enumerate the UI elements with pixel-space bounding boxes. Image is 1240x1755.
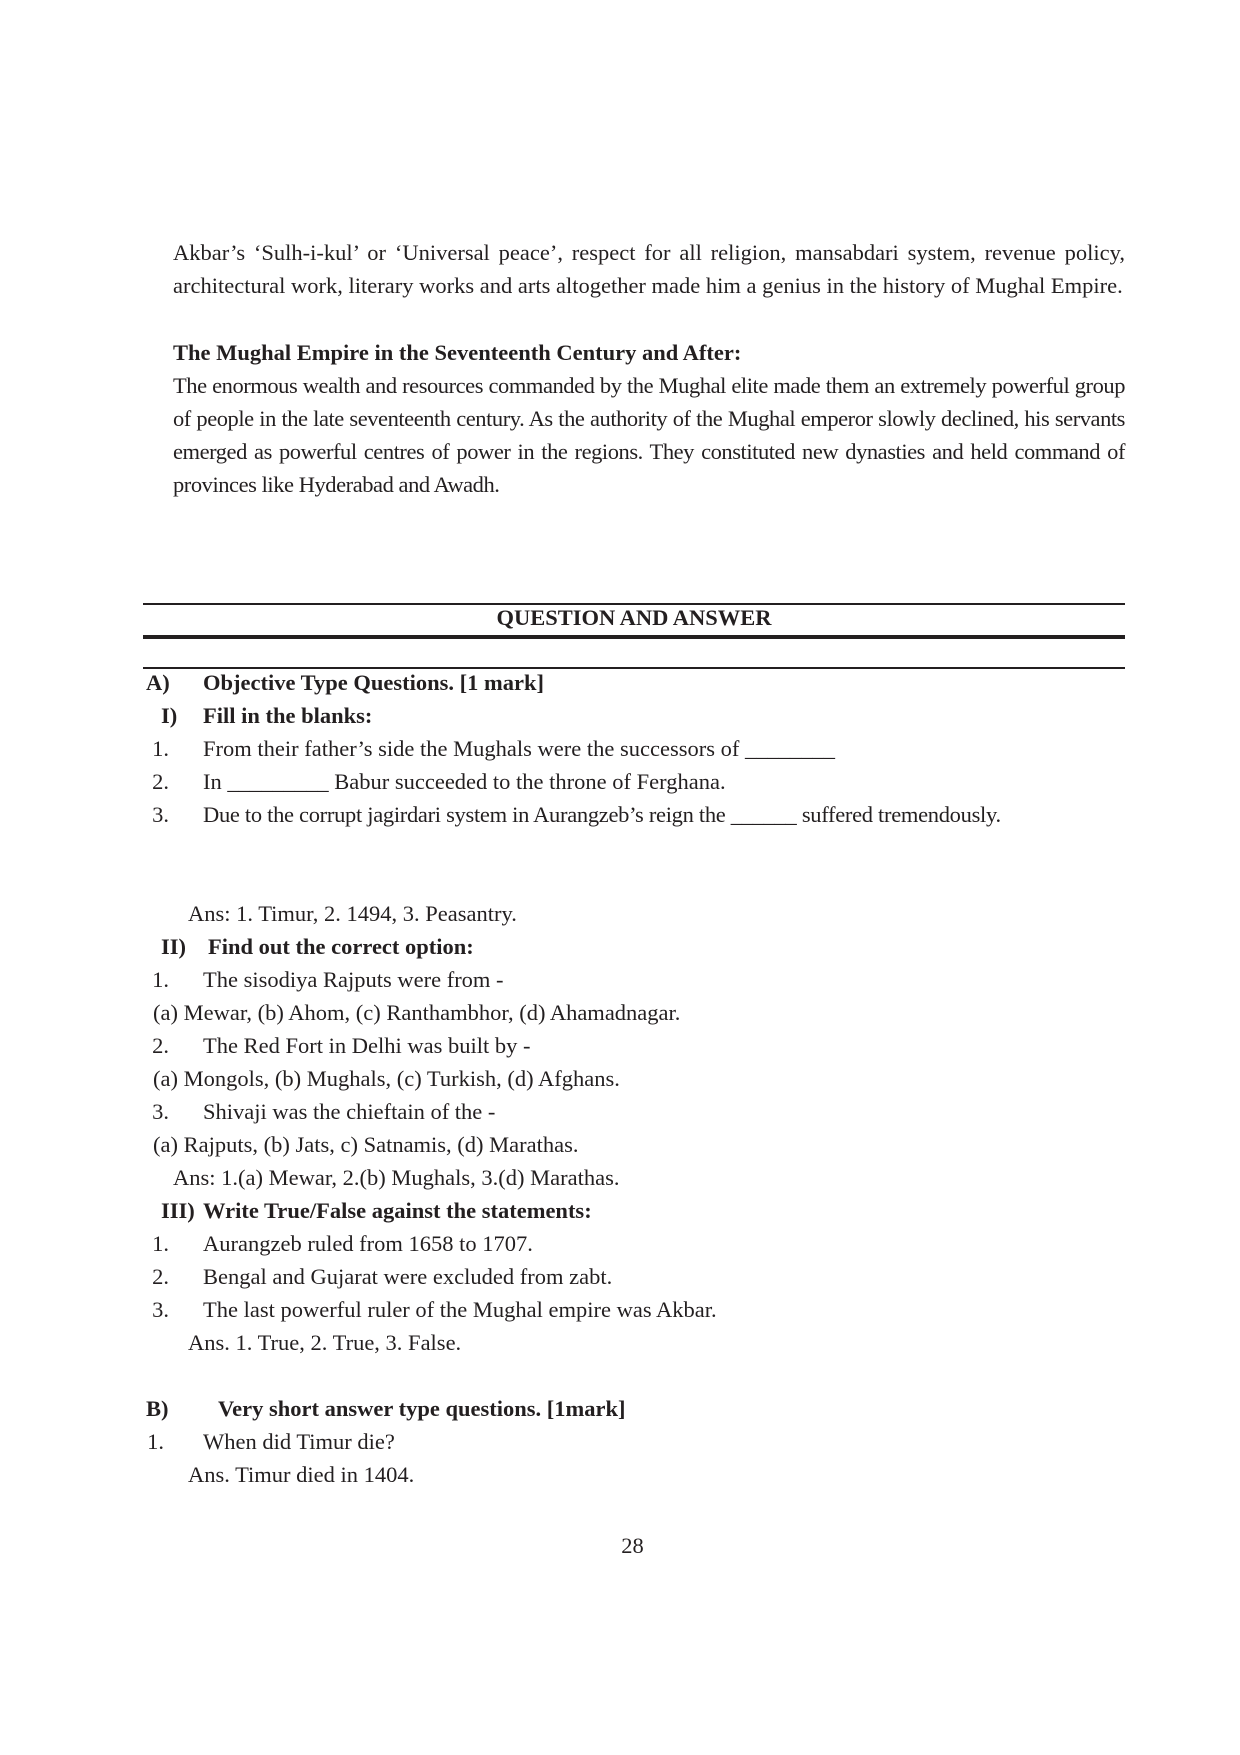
section-heading: The Mughal Empire in the Seventeenth Century and After: — [173, 340, 742, 365]
true-false-marker: III) — [161, 1198, 195, 1223]
true-false-title: Write True/False against the statements: — [203, 1198, 592, 1223]
question-text: When did Timur die? — [203, 1429, 395, 1454]
section-a-title: Objective Type Questions. [1 mark] — [203, 670, 545, 695]
question-text: From their father’s side the Mughals were the successors of ________ — [203, 736, 835, 761]
options-text: (a) Rajputs, (b) Jats, c) Satnamis, (d) Marathas. — [153, 1132, 579, 1157]
options-text: (a) Mewar, (b) Ahom, (c) Ranthambhor, (d) Ahamadnagar. — [153, 1000, 681, 1025]
section-a-marker: A) — [146, 670, 170, 695]
question-text: The Red Fort in Delhi was built by - — [203, 1033, 531, 1058]
answer-text: Ans. 1. True, 2. True, 3. False. — [188, 1330, 462, 1355]
question-number: 2. — [152, 1033, 169, 1058]
page-number: 28 — [621, 1533, 644, 1558]
question-number: 1. — [152, 967, 169, 992]
fill-blanks-marker: I) — [161, 703, 178, 728]
question-number: 1. — [152, 736, 169, 761]
statement-number: 3. — [152, 1297, 169, 1322]
statement-number: 2. — [152, 1264, 169, 1289]
body-paragraph: The enormous wealth and resources commanded by the Mughal elite made them an extremely powerful group of people in the late seventeenth century. As the authority of the Mughal emperor slowly declined, his servants emerged as powerful centres of power in the regions. They constituted new dynasties and held command of provinces like Hyderabad and Awadh. — [173, 373, 1125, 497]
answer-text: Ans: 1. Timur, 2. 1494, 3. Peasantry. — [188, 901, 517, 926]
section-b-title: Very short answer type questions. [1mark] — [218, 1396, 626, 1421]
question-text: Shivaji was the chieftain of the - — [203, 1099, 496, 1124]
question-text: Due to the corrupt jagirdari system in Aurangzeb’s reign the ______ suffered tremendously. — [203, 802, 1001, 827]
statement-text: Bengal and Gujarat were excluded from zabt. — [203, 1264, 613, 1289]
statement-text: Aurangzeb ruled from 1658 to 1707. — [203, 1231, 533, 1256]
answer-text: Ans: 1.(a) Mewar, 2.(b) Mughals, 3.(d) Marathas. — [173, 1165, 620, 1190]
question-text: The sisodiya Rajputs were from - — [203, 967, 504, 992]
question-number: 3. — [152, 802, 169, 827]
question-number: 2. — [152, 769, 169, 794]
statement-text: The last powerful ruler of the Mughal empire was Akbar. — [203, 1297, 717, 1322]
statement-number: 1. — [152, 1231, 169, 1256]
question-text: In _________ Babur succeeded to the throne of Ferghana. — [203, 769, 726, 794]
qa-heading: QUESTION AND ANSWER — [496, 605, 772, 630]
question-number: 3. — [152, 1099, 169, 1124]
answer-text: Ans. Timur died in 1404. — [188, 1462, 415, 1487]
section-b-marker: B) — [146, 1396, 169, 1421]
intro-paragraph: Akbar’s ‘Sulh-i-kul’ or ‘Universal peace’, respect for all religion, mansabdari system, revenue policy, architectural work, literary works and arts altogether made him a genius in the history of Mughal Empire. — [173, 240, 1125, 298]
fill-blanks-title: Fill in the blanks: — [203, 703, 373, 728]
correct-option-title: Find out the correct option: — [208, 934, 474, 959]
question-number: 1. — [147, 1429, 164, 1454]
options-text: (a) Mongols, (b) Mughals, (c) Turkish, (d) Afghans. — [153, 1066, 620, 1091]
middle-rule — [143, 635, 1125, 639]
correct-option-marker: II) — [161, 934, 187, 959]
